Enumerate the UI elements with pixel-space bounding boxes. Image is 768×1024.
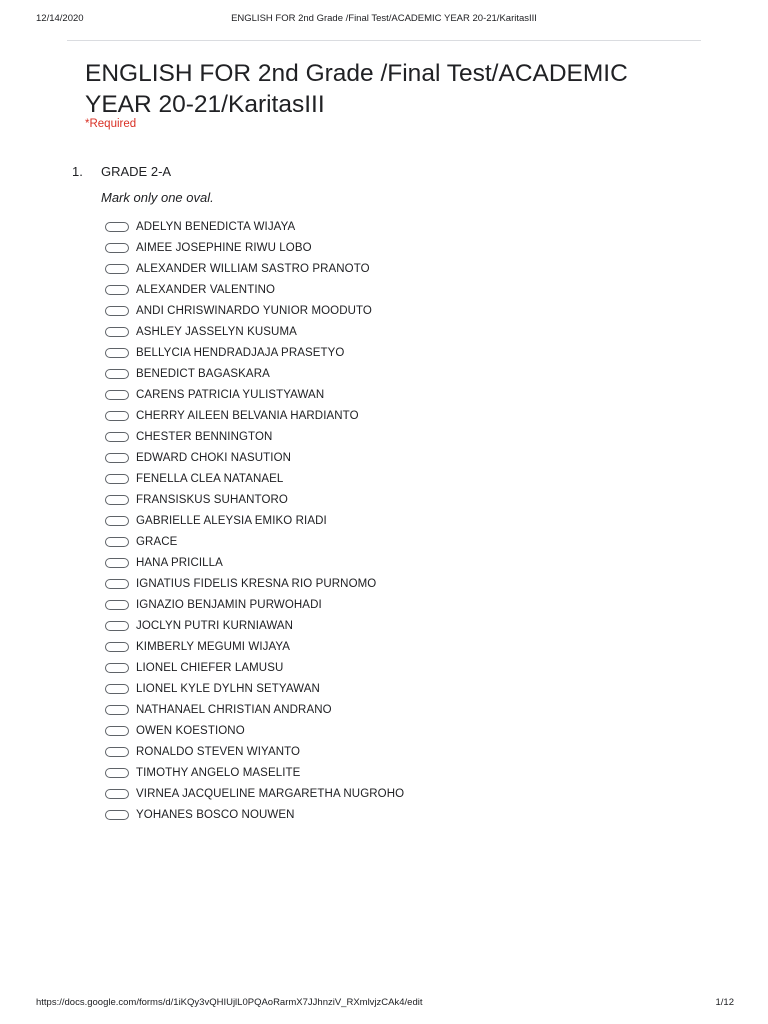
radio-option[interactable]: [105, 384, 404, 405]
radio-option[interactable]: [105, 321, 404, 342]
radio-option-label: LIONEL KYLE DYLHN SETYAWAN: [136, 683, 320, 696]
radio-option[interactable]: [105, 447, 404, 468]
radio-oval-icon[interactable]: [105, 411, 129, 421]
radio-oval-icon[interactable]: [105, 390, 129, 400]
radio-option[interactable]: [105, 363, 404, 384]
radio-option-label: BELLYCIA HENDRADJAJA PRASETYO: [136, 346, 345, 359]
radio-oval-icon[interactable]: [105, 495, 129, 505]
radio-oval-icon[interactable]: [105, 558, 129, 568]
radio-option-label: FENELLA CLEA NATANAEL: [136, 472, 284, 485]
question-title: GRADE 2-A: [101, 164, 172, 179]
radio-option[interactable]: [105, 510, 404, 531]
radio-option-label: NATHANAEL CHRISTIAN ANDRANO: [136, 704, 332, 717]
radio-option[interactable]: [105, 574, 404, 595]
radio-option[interactable]: [105, 700, 404, 721]
print-url: https://docs.google.com/forms/d/1iKQy3vQHIUjlL0PQAoRarmX7JJhnziV_RXmlvjzCAk4/edit: [36, 997, 423, 1008]
radio-option-label: BENEDICT BAGASKARA: [136, 367, 270, 380]
radio-option[interactable]: [105, 531, 404, 552]
radio-oval-icon[interactable]: [105, 348, 129, 358]
radio-oval-icon[interactable]: [105, 474, 129, 484]
radio-option[interactable]: [105, 405, 404, 426]
radio-oval-icon[interactable]: [105, 684, 129, 694]
required-note: *Required: [85, 118, 137, 130]
radio-oval-icon[interactable]: [105, 537, 129, 547]
radio-option[interactable]: [105, 553, 404, 574]
radio-option[interactable]: [105, 279, 404, 300]
radio-oval-icon[interactable]: [105, 453, 129, 463]
print-header: [0, 13, 768, 27]
radio-oval-icon[interactable]: [105, 810, 129, 820]
radio-option[interactable]: [105, 616, 404, 637]
radio-option[interactable]: [105, 742, 404, 763]
radio-option-label: KIMBERLY MEGUMI WIJAYA: [136, 641, 291, 654]
radio-oval-icon[interactable]: [105, 600, 129, 610]
radio-oval-icon[interactable]: [105, 705, 129, 715]
radio-option-label: IGNAZIO BENJAMIN PURWOHADI: [136, 599, 322, 612]
radio-option[interactable]: [105, 637, 404, 658]
radio-option[interactable]: [105, 468, 404, 489]
radio-option[interactable]: [105, 489, 404, 510]
radio-option-label: IGNATIUS FIDELIS KRESNA RIO PURNOMO: [136, 578, 377, 591]
radio-oval-icon[interactable]: [105, 264, 129, 274]
radio-option-label: CHERRY AILEEN BELVANIA HARDIANTO: [136, 409, 359, 422]
radio-option-label: ALEXANDER VALENTINO: [136, 283, 276, 296]
radio-oval-icon[interactable]: [105, 726, 129, 736]
radio-oval-icon[interactable]: [105, 621, 129, 631]
radio-option-label: JOCLYN PUTRI KURNIAWAN: [136, 620, 294, 633]
radio-oval-icon[interactable]: [105, 579, 129, 589]
radio-option-label: ASHLEY JASSELYN KUSUMA: [136, 325, 297, 338]
radio-oval-icon[interactable]: [105, 768, 129, 778]
radio-option-label: RONALDO STEVEN WIYANTO: [136, 746, 301, 759]
radio-oval-icon[interactable]: [105, 432, 129, 442]
radio-option-label: GABRIELLE ALEYSIA EMIKO RIADI: [136, 514, 327, 527]
radio-option-label: VIRNEA JACQUELINE MARGARETHA NUGROHO: [136, 788, 405, 801]
radio-oval-icon[interactable]: [105, 747, 129, 757]
radio-oval-icon[interactable]: [105, 516, 129, 526]
radio-oval-icon[interactable]: [105, 789, 129, 799]
radio-oval-icon[interactable]: [105, 642, 129, 652]
radio-option-label: CARENS PATRICIA YULISTYAWAN: [136, 388, 325, 401]
form-title: ENGLISH FOR 2nd Grade /Final Test/ACADEMIC YEAR 20-21/KaritasIII: [85, 60, 628, 118]
question-number: 1.: [72, 164, 83, 179]
radio-option[interactable]: [105, 300, 404, 321]
radio-option-label: FRANSISKUS SUHANTORO: [136, 493, 288, 506]
radio-oval-icon[interactable]: [105, 327, 129, 337]
radio-option[interactable]: [105, 721, 404, 742]
question-instruction: Mark only one oval.: [101, 190, 214, 205]
radio-option-label: LIONEL CHIEFER LAMUSU: [136, 662, 284, 675]
radio-option[interactable]: [105, 426, 404, 447]
radio-oval-icon[interactable]: [105, 243, 129, 253]
radio-option-label: ANDI CHRISWINARDO YUNIOR MOODUTO: [136, 304, 372, 317]
radio-option-list: [105, 216, 404, 826]
radio-option[interactable]: [105, 658, 404, 679]
radio-option-label: TIMOTHY ANGELO MASELITE: [136, 767, 301, 780]
radio-oval-icon[interactable]: [105, 285, 129, 295]
radio-option-label: ALEXANDER WILLIAM SASTRO PRANOTO: [136, 262, 370, 275]
header-divider: [67, 40, 701, 41]
radio-option[interactable]: [105, 342, 404, 363]
radio-option[interactable]: [105, 237, 404, 258]
radio-option-label: AIMEE JOSEPHINE RIWU LOBO: [136, 241, 312, 254]
radio-oval-icon[interactable]: [105, 306, 129, 316]
radio-option-label: HANA PRICILLA: [136, 557, 223, 570]
radio-option-label: EDWARD CHOKI NASUTION: [136, 451, 292, 464]
radio-option-label: YOHANES BOSCO NOUWEN: [136, 809, 295, 822]
radio-option-label: OWEN KOESTIONO: [136, 725, 245, 738]
page-number: 1/12: [715, 997, 734, 1008]
radio-option[interactable]: [105, 679, 404, 700]
radio-option-label: GRACE: [136, 535, 178, 548]
radio-oval-icon[interactable]: [105, 369, 129, 379]
radio-option[interactable]: [105, 595, 404, 616]
radio-oval-icon[interactable]: [105, 663, 129, 673]
print-document-title: ENGLISH FOR 2nd Grade /Final Test/ACADEMIC YEAR 20-21/KaritasIII: [231, 13, 537, 24]
radio-option[interactable]: [105, 763, 404, 784]
print-footer: [0, 997, 768, 1011]
radio-oval-icon[interactable]: [105, 222, 129, 232]
radio-option-label: CHESTER BENNINGTON: [136, 430, 273, 443]
radio-option[interactable]: [105, 784, 404, 805]
radio-option[interactable]: [105, 805, 404, 826]
print-date: 12/14/2020: [36, 13, 84, 24]
radio-option[interactable]: [105, 216, 404, 237]
radio-option-label: ADELYN BENEDICTA WIJAYA: [136, 220, 296, 233]
radio-option[interactable]: [105, 258, 404, 279]
